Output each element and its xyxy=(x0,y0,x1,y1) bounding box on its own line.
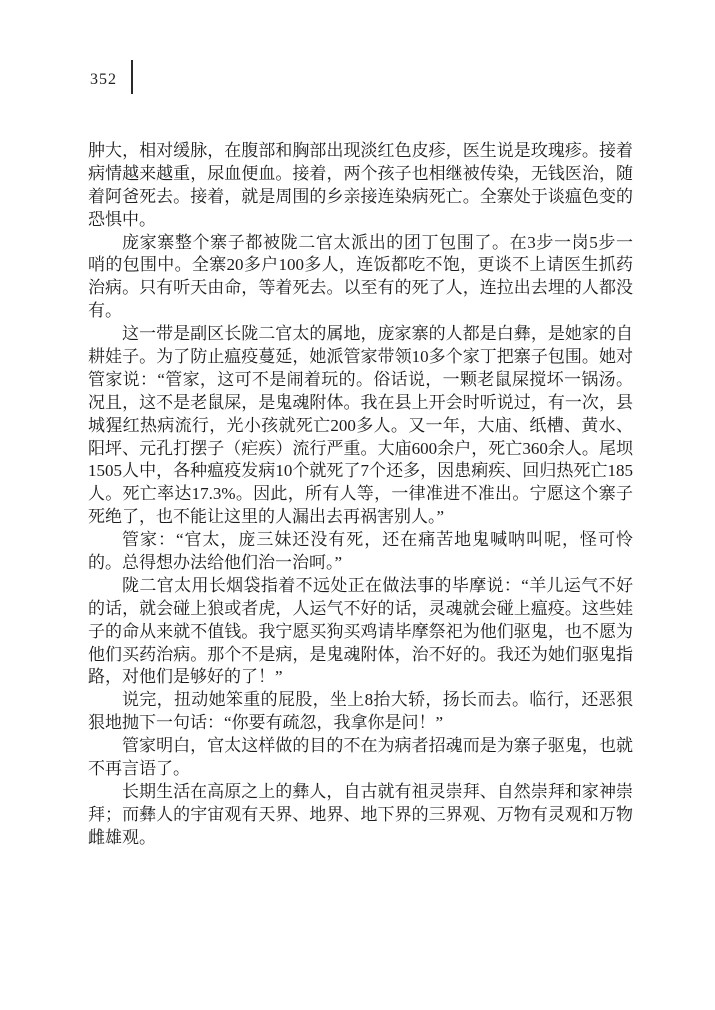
text-line: 治病。只有听天由命，等着死去。以至有的死了人，连拉出去埋的人都没 xyxy=(88,278,633,298)
text-line: 长期生活在高原之上的彝人，自古就有祖灵崇拜、自然崇拜和家神崇 xyxy=(122,781,633,801)
text-line: 他们买药治病。那个不是病，是鬼魂附体，治不好的。我还为她们驱鬼指 xyxy=(88,644,633,664)
paragraph xyxy=(88,232,633,324)
text-line: 管家说：“管家，这可不是闹着玩的。俗话说，一颗老鼠屎搅坏一锅汤。 xyxy=(88,369,633,389)
paragraph xyxy=(88,689,633,735)
text-line: 这一带是副区长陇二官太的属地，庞家寨的人都是白彝，是她家的自 xyxy=(122,324,633,344)
text-line: 人。死亡率达17.3%。因此，所有人等，一律准进不准出。宁愿这个寨子 xyxy=(88,484,633,504)
text-line: 路，对他们是够好的了！” xyxy=(88,667,283,687)
text-line: 有。 xyxy=(88,301,122,321)
text-line: 况且，这不是老鼠屎，是鬼魂附体。我在县上开会时听说过，有一次，县 xyxy=(88,392,633,412)
paragraph xyxy=(88,529,633,575)
text-line: 着阿爸死去。接着，就是周围的乡亲接连染病死亡。全寨处于谈瘟色变的 xyxy=(88,186,633,206)
text-line: 管家明白，官太这样做的目的不在为病者招魂而是为寨子驱鬼，也就 xyxy=(122,736,633,756)
paragraph xyxy=(88,140,633,232)
text-line: 狠地抛下一句话：“你要有疏忽，我拿你是问！” xyxy=(88,713,444,733)
text-line: 管家：“官太，庞三妹还没有死，还在痛苦地鬼喊呐叫呢，怪可怜 xyxy=(122,530,633,550)
text-block xyxy=(88,140,633,850)
paragraph xyxy=(88,735,633,781)
text-line: 恐惧中。 xyxy=(88,209,156,229)
text-line: 雌雄观。 xyxy=(88,827,156,847)
text-line: 肿大，相对缓脉，在腹部和胸部出现淡红色皮疹，医生说是玫瑰疹。接着 xyxy=(88,141,633,160)
paragraph xyxy=(88,781,633,850)
text-line: 死绝了，也不能让这里的人漏出去再祸害别人。” xyxy=(88,507,445,527)
text-line: 不再言语了。 xyxy=(88,759,190,779)
text-line: 子的命从来就不值钱。我宁愿买狗买鸡请毕摩祭祀为他们驱鬼，也不愿为 xyxy=(88,621,633,641)
text-line: 哨的包围中。全寨20多户100多人，连饭都吃不饱，更谈不上请医生抓药 xyxy=(88,255,633,275)
text-line: 庞家寨整个寨子都被陇二官太派出的团丁包围了。在3步一岗5步一 xyxy=(122,232,633,252)
text-line: 的话，就会碰上狼或者虎，人运气不好的话，灵魂就会碰上瘟疫。这些娃 xyxy=(88,598,633,618)
page-number-divider xyxy=(131,60,133,94)
paragraph xyxy=(88,575,633,689)
text-line: 拜；而彝人的宇宙观有天界、地界、地下界的三界观、万物有灵观和万物 xyxy=(88,804,633,824)
text-line: 说完，扭动她笨重的屁股，坐上8抬大轿，扬长而去。临行，还恶狠 xyxy=(122,690,633,710)
text-line: 耕娃子。为了防止瘟疫蔓延，她派管家带领10多个家丁把寨子包围。她对 xyxy=(88,347,633,367)
text-line: 的。总得想办法给他们治一治呵。” xyxy=(88,553,343,573)
text-line: 1505人中，各种瘟疫发病10个就死了7个还多，因患痢疾、回归热死亡185 xyxy=(88,461,633,481)
text-line: 陇二官太用长烟袋指着不远处正在做法事的毕摩说：“羊儿运气不好 xyxy=(122,575,633,595)
text-line: 阳坪、元孔打摆子（疟疾）流行严重。大庙600余户，死亡360余人。尾坝 xyxy=(88,438,633,458)
page-header xyxy=(90,58,133,96)
text-line: 病情越来越重，尿血便血。接着，两个孩子也相继被传染，无钱医治，随 xyxy=(88,163,633,183)
paragraph xyxy=(88,323,633,529)
page-number: 352 xyxy=(90,71,117,88)
text-line: 城猩红热病流行，光小孩就死亡200多人。又一年，大庙、纸槽、黄水、 xyxy=(88,415,633,435)
